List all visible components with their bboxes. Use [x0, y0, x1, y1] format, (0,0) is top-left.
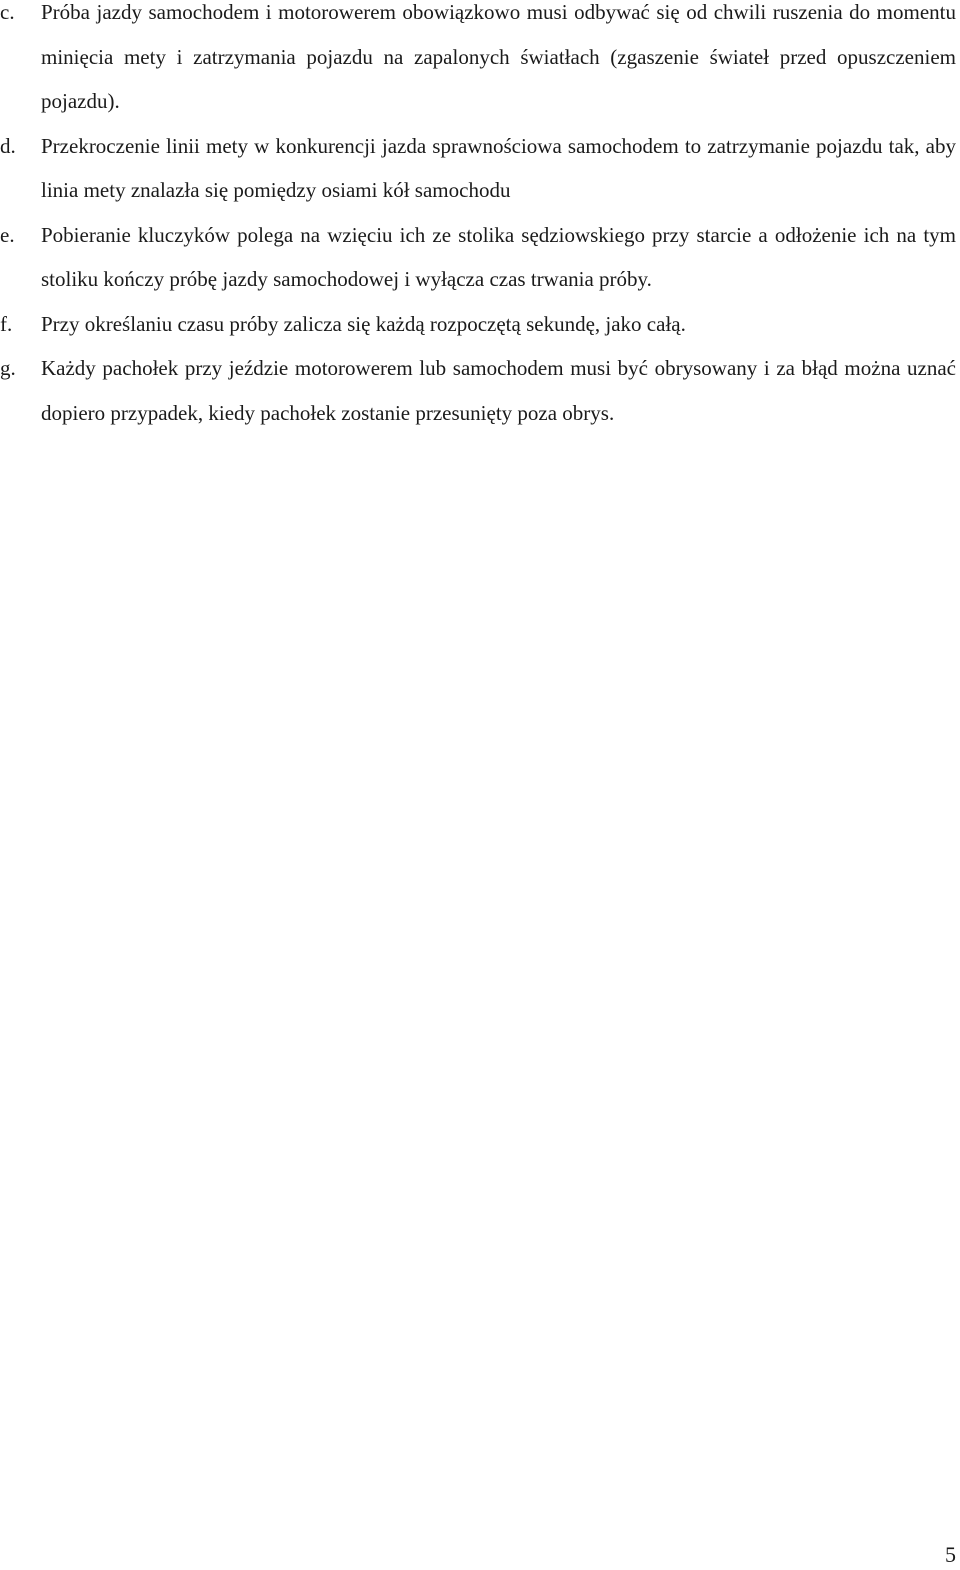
rules-list	[0, 0, 956, 435]
page-number: 5	[945, 1542, 956, 1567]
list-item-text: Pobieranie kluczyków polega na wzięciu ich ze stolika sędziowskiego przy starcie a odłożenie ich na tym stoliku kończy próbę jazdy samochodowej i wyłącza czas trwania próby.	[41, 222, 956, 291]
list-marker: g.	[0, 356, 16, 380]
list-item-g	[0, 346, 956, 435]
list-item-c	[0, 0, 956, 124]
list-marker: c.	[0, 0, 15, 24]
list-item-f	[0, 302, 956, 347]
list-marker: e.	[0, 222, 15, 247]
list-item-text: Każdy pachołek przy jeździe motorowerem lub samochodem musi być obrysowany i za błąd można uznać dopiero przypadek, kiedy pachołek zostanie przesunięty poza obrys.	[41, 356, 956, 425]
list-item-text: Przekroczenie linii mety w konkurencji jazda sprawnościowa samochodem to zatrzymanie pojazdu tak, aby linia mety znalazła się pomiędzy osiami kół samochodu	[41, 133, 956, 202]
list-item-d	[0, 124, 956, 213]
list-item-text: Próba jazdy samochodem i motorowerem obowiązkowo musi odbywać się od chwili ruszenia do momentu minięcia mety i zatrzymania pojazdu na zapalonych światłach (zgaszenie świateł przed opuszczeniem pojazdu).	[41, 0, 956, 113]
list-item-e	[0, 213, 956, 302]
list-marker: f.	[0, 311, 13, 336]
list-marker: d.	[0, 133, 16, 158]
list-item-text: Przy określaniu czasu próby zalicza się każdą rozpoczętą sekundę, jako całą.	[41, 311, 686, 336]
